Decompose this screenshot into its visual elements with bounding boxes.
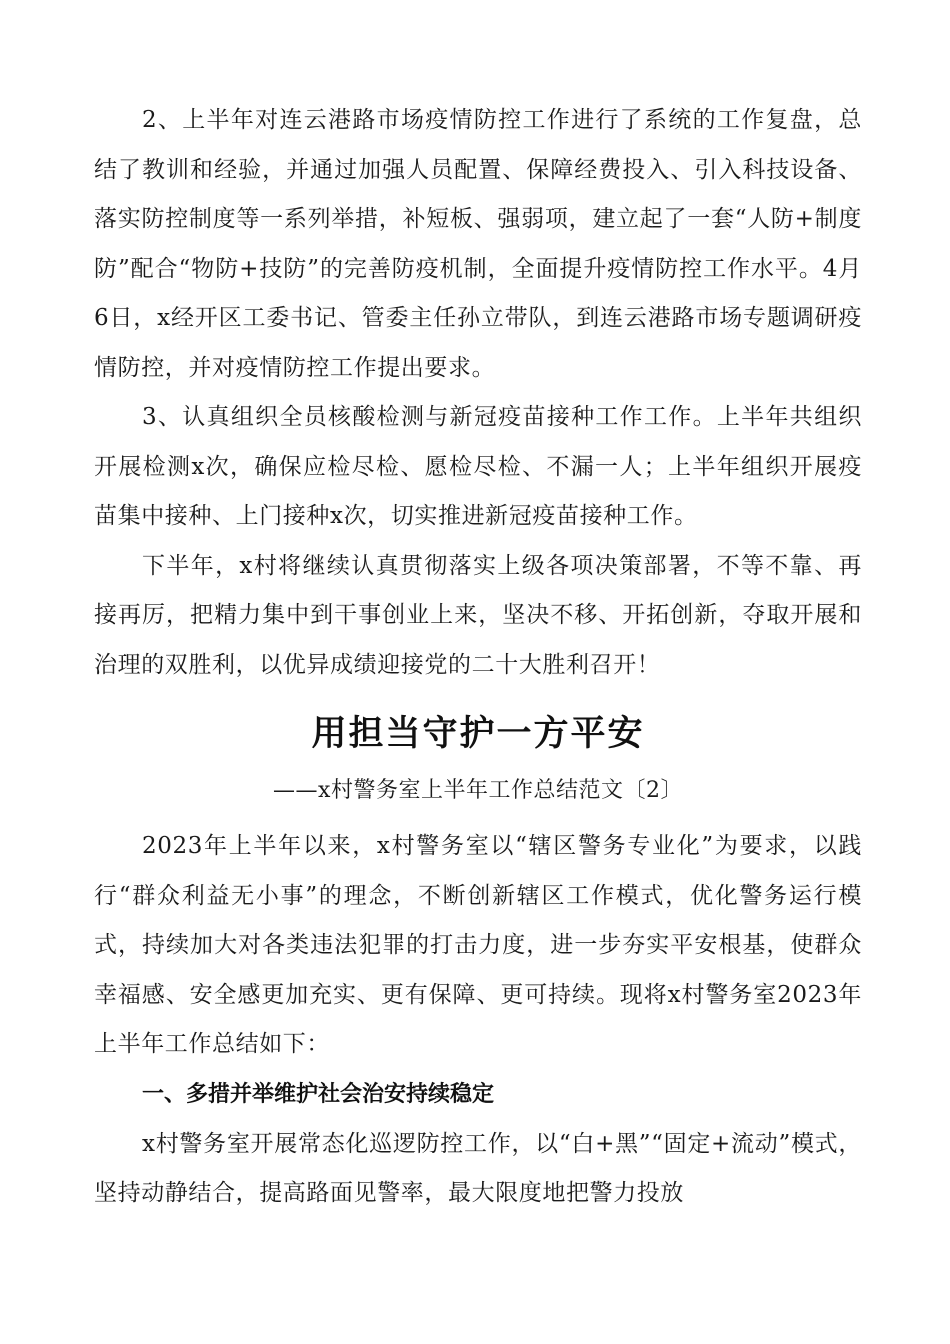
paragraph-patrol-work: x村警务室开展常态化巡逻防控工作，以“白+黑”“固定+流动”模式，坚持动静结合，提高路面见警率，最大限度地把警力投放 (94, 1130, 862, 1206)
section-heading-1: 一、多措并举维护社会治安持续稳定 (142, 1081, 495, 1107)
article-subtitle: ——x村警务室上半年工作总结范文〔2〕 (273, 778, 683, 803)
paragraph-introduction: 2023年上半年以来，x村警务室以“辖区警务专业化”为要求，以践行“群众利益无小事”的理念，不断创新辖区工作模式，优化警务运行模式，持续加大对各类违法犯罪的打击力度，进一步夯实平安根基，使群众幸福感、安全感更加充实、更有保障、更可持续。现将x村警务室2023年上半年工作总结如下： (94, 833, 862, 1057)
paragraph-second-half-plan: 下半年，x村将继续认真贯彻落实上级各项决策部署，不等不靠、再接再厉，把精力集中到干事创业上来，坚决不移、开拓创新，夺取开展和治理的双胜利，以优异成绩迎接党的二十大胜利召开！ (94, 552, 862, 678)
paragraph-testing-vaccination: 3、认真组织全员核酸检测与新冠疫苗接种工作工作。上半年共组织开展检测x次，确保应检尽检、愿检尽检、不漏一人；上半年组织开展疫苗集中接种、上门接种x次，切实推进新冠疫苗接种工作。 (94, 404, 862, 529)
article-title: 用担当守护一方平安 (311, 714, 645, 754)
paragraph-epidemic-review: 2、上半年对连云港路市场疫情防控工作进行了系统的工作复盘，总结了教训和经验，并通过加强人员配置、保障经费投入、引入科技设备、落实防控制度等一系列举措，补短板、强弱项，建立起了一套“人防+制度防”配合“物防+技防”的完善防疫机制，全面提升疫情防控工作水平。4月6日，x经开区工委书记、管委主任孙立带队，到连云港路市场专题调研疫情防控，并对疫情防控工作提出要求。 (94, 107, 862, 381)
document-page (94, 96, 862, 1219)
